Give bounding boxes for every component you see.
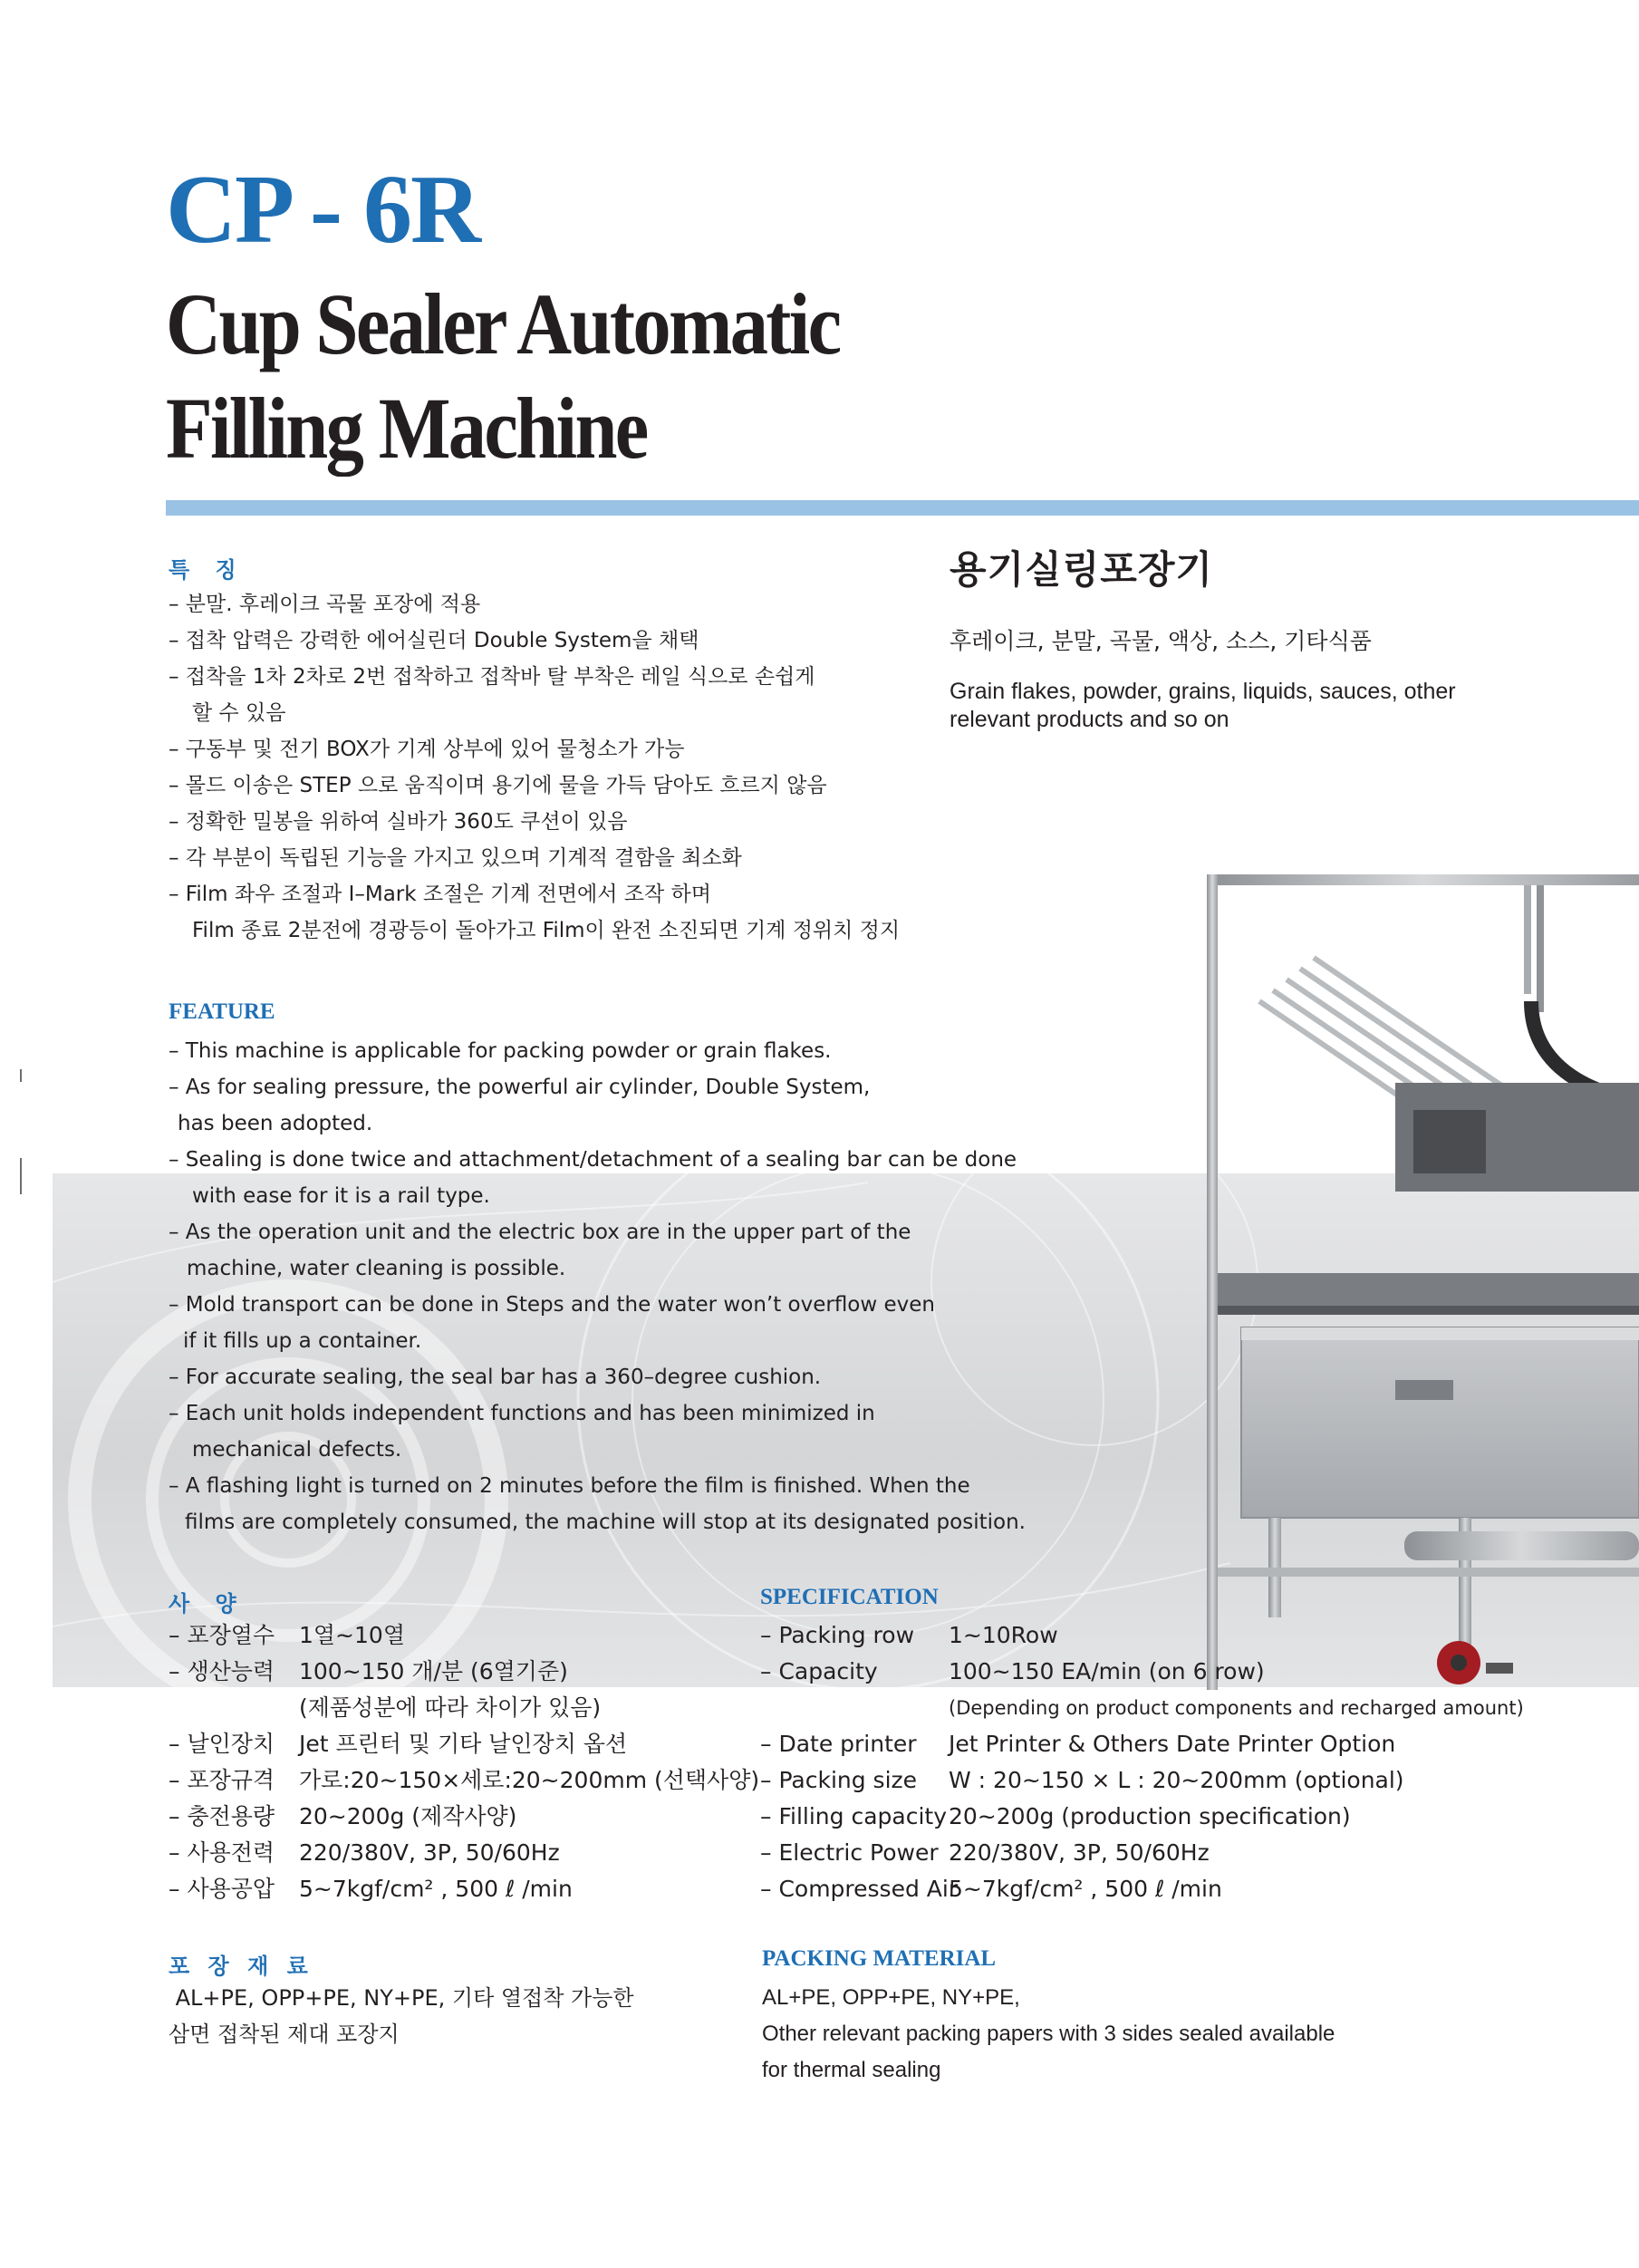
spec-key: – 사용공압 — [169, 1876, 275, 1902]
spec-key: – Packing size — [760, 1767, 918, 1793]
list-item: – This machine is applicable for packing powder or grain flakes. — [169, 1039, 832, 1063]
spec-row — [169, 1617, 759, 1654]
list-item: – 각 부분이 독립된 기능을 가지고 있으며 기계적 결함을 최소화 — [169, 846, 742, 870]
spec-value: 220/380V, 3P, 50/60Hz — [299, 1839, 560, 1866]
list-item: with ease for it is a rail type. — [192, 1184, 490, 1208]
spec-row — [169, 1654, 759, 1690]
spec-key: – Packing row — [760, 1622, 915, 1648]
spec-row — [760, 1726, 1524, 1762]
spec-key: – 사용전력 — [169, 1839, 275, 1866]
spec-key: – 생산능력 — [169, 1658, 275, 1684]
spec-key: – 포장열수 — [169, 1622, 275, 1648]
spec-key: – Electric Power — [760, 1839, 939, 1866]
packing-line: Other relevant packing papers with 3 sides sealed available — [762, 2022, 1335, 2046]
spec-row — [169, 1762, 759, 1799]
list-item: 할 수 있음 — [192, 701, 286, 725]
spec-key — [169, 1690, 299, 1726]
list-item: – Each unit holds independent functions and has been minimized in — [169, 1402, 875, 1425]
spec-key: – 날인장치 — [169, 1731, 275, 1757]
spec-value: 20~200g (제작사양) — [299, 1803, 517, 1829]
list-item: – 접착을 1차 2차로 2번 접착하고 접착바 탈 부착은 레일 식으로 손쉽게 — [169, 665, 815, 689]
list-item: – Film 좌우 조절과 I–Mark 조절은 기계 전면에서 조작 하며 — [169, 883, 711, 906]
spec-key: – Filling capacity — [760, 1803, 947, 1829]
packing-text-en — [762, 1980, 1335, 2089]
list-item: – As for sealing pressure, the powerful air cylinder, Double System, — [169, 1076, 871, 1099]
packing-text-ko — [169, 1980, 634, 2052]
model-title: CP - 6R — [166, 156, 479, 264]
spec-row — [169, 1726, 759, 1762]
spec-value: (Depending on product components and recharged amount) — [949, 1697, 1524, 1719]
spec-row — [760, 1654, 1524, 1690]
packing-line: AL+PE, OPP+PE, NY+PE, — [762, 1985, 1020, 2010]
spec-row — [760, 1799, 1524, 1835]
list-item: – 구동부 및 전기 BOX가 기계 상부에 있어 물청소가 가능 — [169, 738, 685, 761]
spec-key — [760, 1690, 949, 1726]
spec-key: – Capacity — [760, 1658, 878, 1684]
list-item: – Mold transport can be done in Steps and the water won’t overflow even — [169, 1293, 935, 1317]
list-item: has been adopted. — [178, 1112, 373, 1135]
product-title-ko: 용기실링포장기 — [950, 547, 1214, 592]
spec-value: 5~7kgf/cm² , 500 ℓ /min — [299, 1876, 573, 1902]
product-title-line2: Filling Machine — [166, 380, 647, 477]
list-item: machine, water cleaning is possible. — [187, 1257, 566, 1280]
spec-value: 220/380V, 3P, 50/60Hz — [949, 1839, 1210, 1866]
product-title-line1: Cup Sealer Automatic — [166, 275, 840, 372]
spec-row — [169, 1799, 759, 1835]
spec-heading-en: SPECIFICATION — [760, 1585, 939, 1609]
features-heading-en: FEATURE — [169, 999, 275, 1024]
list-item: – A flashing light is turned on 2 minutes before the film is finished. When the — [169, 1474, 970, 1498]
spec-value: (제품성분에 따라 차이가 있음) — [299, 1694, 602, 1721]
spec-value: 5~7kgf/cm² , 500 ℓ /min — [949, 1876, 1222, 1902]
list-item: Film 종료 2분전에 경광등이 돌아가고 Film이 완전 소진되면 기계 정위치 정지 — [192, 919, 901, 942]
features-list-ko — [169, 586, 900, 949]
features-heading-ko: 특 징 — [169, 557, 246, 583]
spec-value: W : 20~150 × L : 20~200mm (optional) — [949, 1767, 1404, 1793]
packing-heading-en: PACKING MATERIAL — [762, 1946, 997, 1971]
list-item: mechanical defects. — [192, 1438, 402, 1462]
list-item: – Sealing is done twice and attachment/detachment of a sealing bar can be done — [169, 1148, 1017, 1172]
spec-value: 100~150 개/분 (6열기준) — [299, 1658, 568, 1684]
spec-row — [760, 1871, 1524, 1907]
packing-line: for thermal sealing — [762, 2058, 941, 2082]
list-item: – For accurate sealing, the seal bar has a 360–degree cushion. — [169, 1366, 822, 1389]
spec-table-en — [760, 1617, 1524, 1907]
packing-heading-ko: 포 장 재 료 — [169, 1954, 313, 1979]
list-item: – 정확한 밀봉을 위하여 실바가 360도 쿠션이 있음 — [169, 810, 628, 834]
spec-row — [169, 1835, 759, 1871]
spec-heading-ko: 사 양 — [169, 1591, 246, 1617]
list-item: – As the operation unit and the electric box are in the upper part of the — [169, 1221, 911, 1244]
spec-row — [760, 1617, 1524, 1654]
list-item: films are completely consumed, the machine will stop at its designated position. — [185, 1510, 1026, 1534]
machine-photo — [1187, 874, 1639, 1690]
list-item: if it fills up a container. — [183, 1329, 422, 1353]
header-divider — [166, 500, 1639, 516]
spec-row — [760, 1690, 1524, 1726]
packing-line: 삼면 접착된 제대 포장지 — [169, 2022, 400, 2047]
features-list-en — [169, 1033, 1026, 1540]
spec-key: – Date printer — [760, 1731, 917, 1757]
product-subtitle-en: Grain flakes, powder, grains, liquids, sauces, other relevant products and so on — [950, 679, 1456, 732]
spec-value: 20~200g (production specification) — [949, 1803, 1351, 1829]
edge-mark — [20, 1069, 22, 1082]
spec-row — [169, 1871, 759, 1907]
spec-key: – 충전용량 — [169, 1803, 275, 1829]
spec-value: 1열~10열 — [299, 1622, 405, 1648]
spec-row — [760, 1835, 1524, 1871]
list-item: – 접착 압력은 강력한 에어실린더 Double System을 채택 — [169, 629, 699, 652]
list-item: – 분말. 후레이크 곡물 포장에 적용 — [169, 593, 481, 616]
spec-value: 100~150 EA/min (on 6 row) — [949, 1658, 1265, 1684]
spec-row — [760, 1762, 1524, 1799]
spec-value: Jet Printer & Others Date Printer Option — [949, 1731, 1396, 1757]
packing-line: AL+PE, OPP+PE, NY+PE, 기타 열접착 가능한 — [169, 1985, 634, 2011]
edge-mark — [20, 1158, 22, 1194]
spec-value: Jet 프린터 및 기타 날인장치 옵션 — [299, 1731, 628, 1757]
spec-table-ko — [169, 1617, 759, 1907]
spec-key: – 포장규격 — [169, 1767, 275, 1793]
spec-row — [169, 1690, 759, 1726]
list-item: – 몰드 이송은 STEP 으로 움직이며 용기에 물을 가득 담아도 흐르지 않음 — [169, 774, 827, 797]
spec-value: 1~10Row — [949, 1622, 1058, 1648]
product-subtitle-ko: 후레이크, 분말, 곡물, 액상, 소스, 기타식품 — [950, 628, 1372, 654]
spec-key: – Compressed Air — [760, 1876, 959, 1902]
spec-value: 가로:20~150×세로:20~200mm (선택사양) — [299, 1767, 760, 1793]
